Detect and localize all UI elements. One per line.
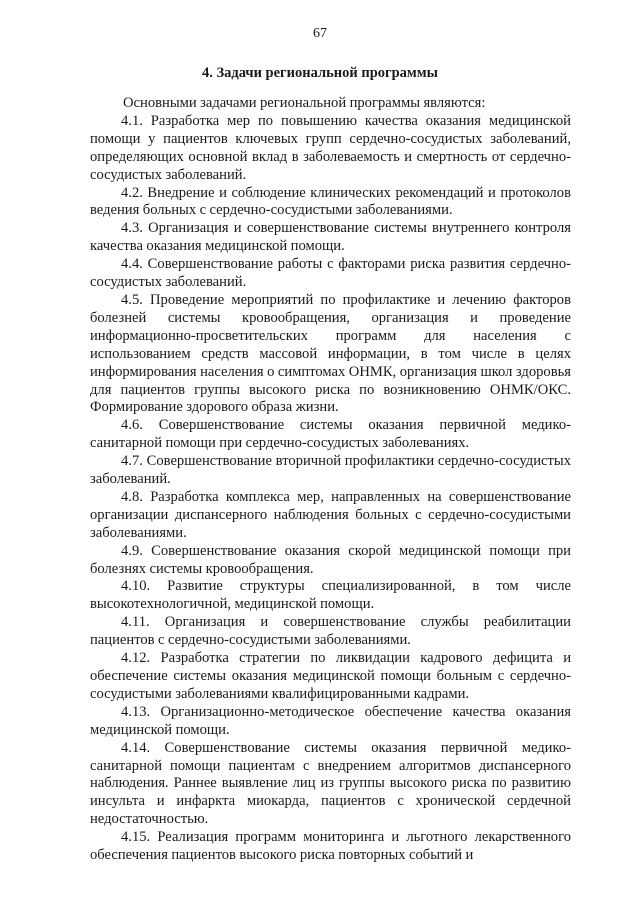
task-item-4-14: 4.14. Совершенствование системы оказания первичной медико-санитарной помощи пациентам с внедрением алгоритмов диспансерного наблюдения. Раннее выявление лиц из группы высокого риска по развитию инсульта и инфаркта миокарда, пациентов с хронической сердечной недостаточностью.	[90, 739, 571, 828]
task-item-4-10: 4.10. Развитие структуры специализированной, в том числе высокотехнологичной, медицинской помощи.	[90, 578, 571, 613]
task-item-4-5: 4.5. Проведение мероприятий по профилактике и лечению факторов болезней системы кровообращения, организация и проведение информационно-просветительских программ для населения с использованием средств массовой информации, в том числе в целях информирования населения о симптомах ОНМК, организация школ здоровья для пациентов группы высокого риска по возникновению ОНМК/ОКС. Формирование здорового образа жизни.	[90, 291, 571, 416]
task-item-4-12: 4.12. Разработка стратегии по ликвидации кадрового дефицита и обеспечение системы оказания медицинской помощи больным с сердечно-сосудистыми заболеваниями квалифицированными кадрами.	[90, 650, 571, 702]
task-item-4-6: 4.6. Совершенствование системы оказания первичной медико-санитарной помощи при сердечно-сосудистых заболеваниях.	[90, 417, 571, 452]
task-item-4-15: 4.15. Реализация программ мониторинга и льготного лекарственного обеспечения пациентов высокого риска повторных событий и	[90, 829, 571, 864]
task-item-4-3: 4.3. Организация и совершенствование системы внутреннего контроля качества оказания медицинской помощи.	[90, 220, 571, 255]
intro-paragraph: Основными задачами региональной программы являются:	[123, 95, 486, 111]
task-item-4-9: 4.9. Совершенствование оказания скорой медицинской помощи при болезнях системы кровообращения.	[90, 542, 571, 577]
task-item-4-8: 4.8. Разработка комплекса мер, направленных на совершенствование организации диспансерного наблюдения больных с сердечно-сосудистыми заболеваниями.	[90, 488, 571, 541]
task-item-4-4: 4.4. Совершенствование работы с факторами риска развития сердечно-сосудистых заболеваний.	[90, 256, 571, 291]
page-number: 67	[313, 26, 327, 41]
task-item-4-2: 4.2. Внедрение и соблюдение клинических рекомендаций и протоколов ведения больных с сердечно-сосудистыми заболеваниями.	[90, 184, 571, 219]
task-item-4-11: 4.11. Организация и совершенствование службы реабилитации пациентов с сердечно-сосудистыми заболеваниями.	[90, 614, 571, 649]
body-text	[90, 95, 571, 865]
task-item-4-7: 4.7. Совершенствование вторичной профилактики сердечно-сосудистых заболеваний.	[90, 453, 571, 488]
task-item-4-13: 4.13. Организационно-методическое обеспечение качества оказания медицинской помощи.	[90, 703, 571, 738]
task-item-4-1: 4.1. Разработка мер по повышению качества оказания медицинской помощи у пациентов ключевых групп сердечно-сосудистых заболеваний, определяющих основной вклад в заболеваемость и смертность от сердечно-сосудистых заболеваний.	[90, 112, 571, 183]
section-title: 4. Задачи региональной программы	[201, 65, 438, 81]
